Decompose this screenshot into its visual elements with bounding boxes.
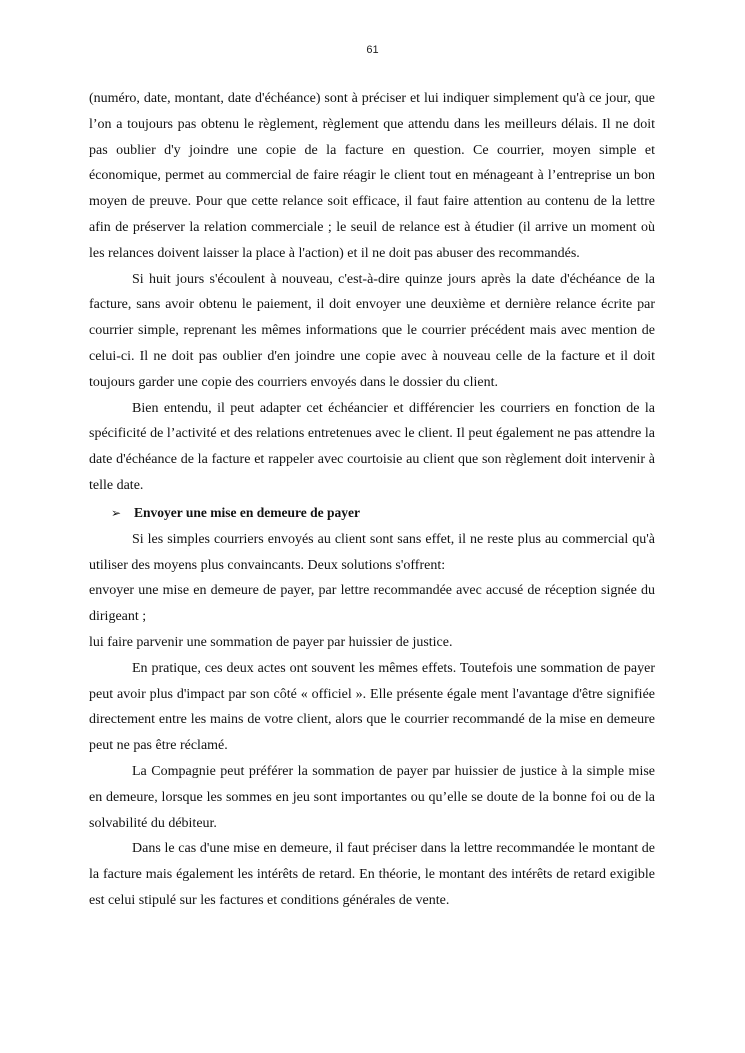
document-body [89, 86, 655, 914]
section-heading [89, 499, 655, 527]
page-number: 61 [366, 44, 379, 56]
paragraph-adapt-schedule: Bien entendu, il peut adapter cet échéancier et différencier les courriers en fonction de la spécificité de l’activité et des relations entretenues avec le client. Il peut également ne pas attendre la date d'échéance de la facture et rappeler avec courtoisie au client que son règlement doit intervenir à telle date. [89, 400, 655, 493]
paragraph-late-interest: Dans le cas d'une mise en demeure, il faut préciser dans la lettre recommandée le montant de la facture mais également les intérêts de retard. En théorie, le montant des intérêts de retard exigible est celui stipulé sur les factures et conditions générales de vente. [89, 841, 655, 908]
paragraph-convincing-means: Si les simples courriers envoyés au client sont sans effet, il ne reste plus au commercial qu'à utiliser des moyens plus convaincants. Deux solutions s'offrent: [89, 531, 655, 573]
paragraph-option-formal-notice: envoyer une mise en demeure de payer, par lettre recommandée avec accusé de réception signée du dirigeant ; [89, 583, 655, 625]
paragraph-option-summons: lui faire parvenir une sommation de payer par huissier de justice. [89, 634, 453, 650]
arrow-bullet-icon: ➢ [111, 505, 122, 520]
paragraph-company-preference: La Compagnie peut préférer la sommation de payer par huissier de justice à la simple mise en demeure, lorsque les sommes en jeu sont importantes ou qu’elle se doute de la bonne foi ou de la solvabilité du débiteur. [89, 763, 655, 831]
paragraph-second-reminder: Si huit jours s'écoulent à nouveau, c'est-à-dire quinze jours après la date d'échéance de la facture, sans avoir obtenu le paiement, il doit envoyer une deuxième et dernière relance écrite par courrier simple, reprenant les mêmes informations que le courrier précédent mais avec mention de celui-ci. Il ne doit pas oublier d'en joindre une copie avec à nouveau celle de la facture et il doit toujours garder une copie des courriers envoyés dans le dossier du client. [89, 271, 655, 390]
section-heading-text: Envoyer une mise en demeure de payer [134, 504, 360, 520]
paragraph-in-practice: En pratique, ces deux actes ont souvent les mêmes effets. Toutefois une sommation de payer peut avoir plus d'impact par son côté « officiel ». Elle présente égale ment l'avantage d'être signifiée directement entre les mains de votre client, alors que le courrier recommandé de la mise en demeure peut ne pas être réclamé. [89, 660, 655, 754]
paragraph-continuation: (numéro, date, montant, date d'échéance) sont à préciser et lui indiquer simplement qu'à ce jour, que l’on a toujours pas obtenu le règlement, règlement que attendu dans les meilleurs délais. Il ne doit pas oublier d'y joindre une copie de la facture en question. Ce courrier, moyen simple et économique, permet au commercial de faire réagir le client tout en ménageant à l’entreprise un bon moyen de preuve. Pour que cette relance soit efficace, il faut faire attention au contenu de la lettre afin de préserver la relation commerciale ; le seuil de relance est à étudier (il arrive un moment où les relances doivent laisser la place à l'action) et il ne doit pas abuser des recommandés. [89, 91, 655, 261]
